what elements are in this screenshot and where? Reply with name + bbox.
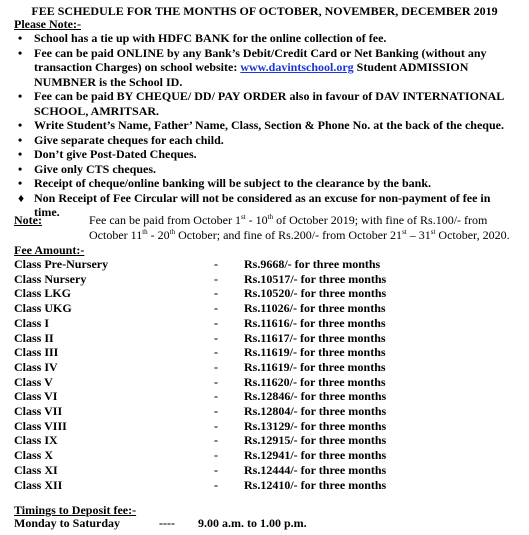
note-text: Fee can be paid BY CHEQUE/ DD/ PAY ORDER also in favour of DAV INTERNATIONAL SCHOOL, AMRITSAR. xyxy=(34,89,504,118)
note-item xyxy=(14,46,514,90)
table-row: Class VIII - Rs.13129/- for three months xyxy=(14,418,387,433)
timings-hours: 9.00 a.m. to 1.00 p.m. xyxy=(198,516,307,530)
table-row: Class UKG - Rs.11026/- for three months xyxy=(14,301,386,316)
table-row: Class IV - Rs.11619/- for three months xyxy=(14,359,386,374)
note-item xyxy=(14,89,514,118)
note-text: Give separate cheques for each child. xyxy=(34,132,224,147)
table-row: Class XII - Rs.12410/- for three months xyxy=(14,477,387,492)
page-title: FEE SCHEDULE FOR THE MONTHS OF OCTOBER, NOVEMBER, DECEMBER 2019 xyxy=(31,4,498,18)
note-item xyxy=(14,133,514,148)
note-text: Student ADMISSION NUMBNER is the School ID. xyxy=(34,60,469,89)
please-note-heading: Please Note:- xyxy=(14,17,81,31)
timings-heading: Timings to Deposit fee:- xyxy=(14,503,137,517)
table-row: Class X - Rs.12941/- for three months xyxy=(14,448,387,463)
fee-table xyxy=(14,257,504,492)
bullet-icon: • xyxy=(18,89,23,103)
note-item xyxy=(14,162,514,177)
note-text: Don’t give Post-Dated Cheques. xyxy=(34,147,197,161)
note-text: Non Receipt of Fee Circular will not be considered as an excuse for non-payment of fee in time. xyxy=(34,190,491,219)
note-text: Fee can be paid ONLINE by any Bank’s Debit/Credit Card or Net Banking (without any transaction Charges) on school website: xyxy=(34,45,487,74)
fee-amount-heading: Fee Amount:- xyxy=(14,243,85,257)
fine-note-label: Note: xyxy=(14,213,42,227)
table-row: Class III - Rs.11619/- for three months xyxy=(14,345,386,360)
table-row: Class LKG - Rs.10520/- for three months xyxy=(14,286,387,301)
bullet-icon: • xyxy=(18,31,23,45)
school-website-link[interactable]: www.davintschool.org xyxy=(240,60,354,74)
note-text: School has a tie up with HDFC BANK for the online collection of fee. xyxy=(34,31,387,45)
table-row: Class Pre-Nursery - Rs.9668/- for three months xyxy=(14,257,381,271)
table-row: Class Nursery - Rs.10517/- for three months xyxy=(14,271,387,286)
table-row: Class VII - Rs.12804/- for three months xyxy=(14,404,387,419)
table-row: Class VI - Rs.12846/- for three months xyxy=(14,389,387,404)
note-item xyxy=(14,147,514,162)
timings-separator: ---- xyxy=(159,516,175,530)
diamond-bullet-icon: ♦ xyxy=(18,190,25,205)
table-row: Class V - Rs.11620/- for three months xyxy=(14,374,386,389)
note-item xyxy=(14,176,514,191)
table-row: Class II - Rs.11617/- for three months xyxy=(14,330,386,345)
bullet-icon: • xyxy=(18,161,23,176)
table-row: Class I - Rs.11616/- for three months xyxy=(14,315,386,330)
note-text: Receipt of cheque/online banking will be subject to the clearance by the bank. xyxy=(34,176,432,190)
note-text: Give only CTS cheques. xyxy=(34,161,157,176)
bullet-icon: • xyxy=(18,176,23,190)
fine-note-text: Fee can be paid from October 1st - 10th of October 2019; with fine of Rs.100/- from October 11th - 20th October; and fine of Rs.200/- from October 21st – 31st October, 2020. xyxy=(89,213,510,242)
bullet-icon: • xyxy=(18,132,23,147)
notes-list xyxy=(14,31,514,220)
bullet-icon: • xyxy=(18,118,23,132)
bullet-icon: • xyxy=(18,45,23,60)
note-text: Write Student’s Name, Father’ Name, Class, Section & Phone No. at the back of the cheque. xyxy=(34,118,504,132)
note-item xyxy=(14,31,514,46)
timings-days: Monday to Saturday xyxy=(14,516,121,530)
note-item xyxy=(14,118,514,133)
table-row: Class XI - Rs.12444/- for three months xyxy=(14,462,387,477)
timings-row xyxy=(14,516,514,530)
bullet-icon: • xyxy=(18,147,23,161)
table-row: Class IX - Rs.12915/- for three months xyxy=(14,433,387,448)
